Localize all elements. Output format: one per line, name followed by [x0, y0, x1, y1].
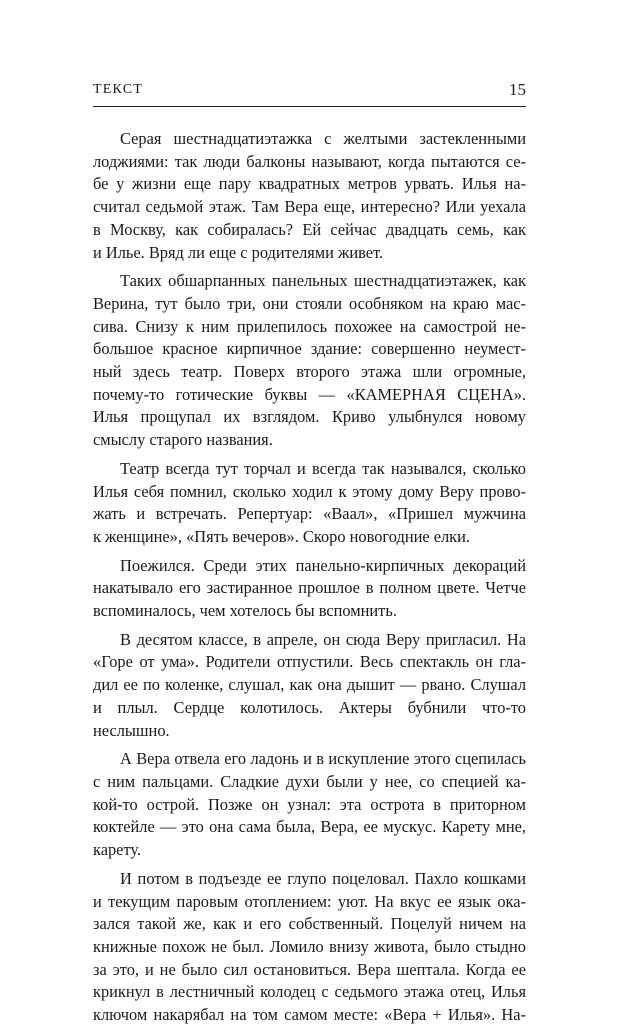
text-line: «Горе от ума». Родители отпустили. Весь спектакль он гла- — [93, 652, 526, 672]
text-line: лоджиями: так люди балконы называют, когда пытаются се- — [93, 151, 526, 171]
text-line: смыслу старого названия. — [93, 430, 273, 450]
text-line: Серая шестнадцатиэтажка с желтыми застекленными — [120, 129, 526, 148]
text-line: А Вера отвела его ладонь и в искупление этого сцепилась — [120, 749, 526, 769]
body-text — [93, 128, 526, 1033]
text-line: кой-то острой. Позже он узнал: эта острота в приторном — [93, 794, 526, 814]
text-line: считал седьмой этаж. Там Вера еще, интересно? Или уехала — [93, 197, 526, 217]
text-line: почему-то готические буквы — «КАМЕРНАЯ СЦЕНА». — [93, 384, 526, 404]
text-line: ключом накарябал на том самом месте: «Вера + Илья». На- — [93, 1005, 526, 1025]
text-line: зался такой же, как и его собственный. Поцелуй ничем на — [93, 914, 526, 934]
text-line: бе у жизни еще пару квадратных метров урвать. Илья на- — [93, 174, 526, 194]
text-line: Верина, тут было три, они стояли особняком на краю мас- — [93, 293, 526, 313]
text-line: с ним пальцами. Сладкие духи были у нее, со специей ка- — [93, 771, 526, 791]
text-line: Поежился. Среди этих панельно-кирпичных декораций — [120, 555, 526, 575]
text-line: и плыл. Сердце колотилось. Актеры бубнили что-то — [93, 697, 526, 717]
paragraph — [93, 629, 526, 743]
running-title: ТЕКСТ — [93, 82, 143, 97]
text-line: сива. Снизу к ним прилепилось похожее на самострой не- — [93, 316, 526, 336]
text-line: и Илье. Вряд ли еще с родителями живет. — [93, 242, 384, 262]
text-line: дил ее по коленке, слушал, как она дышит — рвано. Слушал — [93, 675, 526, 695]
text-line: Илья себя помнил, сколько ходил к этому дому Веру прово- — [93, 481, 526, 501]
paragraph — [93, 555, 526, 623]
text-line: Театр всегда тут торчал и всегда так назывался, сколько — [120, 458, 526, 478]
text-line: вспоминалось, чем хотелось бы вспомнить. — [93, 601, 397, 621]
text-line: Илья прощупал их взглядом. Криво улыбнулся новому — [93, 407, 526, 427]
text-line: И потом в подъезде ее глупо поцеловал. Пахло кошками — [120, 868, 526, 888]
text-line: В десятом классе, в апреле, он сюда Веру пригласил. На — [120, 629, 526, 649]
text-line: коктейле — это она сама была, Вера, ее мускус. Карету мне, — [93, 817, 526, 837]
paragraph — [93, 748, 526, 862]
paragraph — [93, 868, 526, 1027]
paragraph — [93, 270, 526, 452]
text-line: и текущим паровым отоплением: уют. На вкус ее язык ока- — [93, 891, 526, 911]
text-line: книжные похож не был. Ломило внизу живота, было стыдно — [93, 936, 526, 956]
text-line: в Москву, как собиралась? Ей сейчас двадцать семь, как — [93, 219, 526, 239]
text-line: неслышно. — [93, 720, 170, 740]
paragraph — [93, 128, 526, 264]
text-line: к женщине», «Пять вечеров». Скоро новогодние елки. — [93, 526, 471, 546]
paragraph — [93, 458, 526, 549]
text-line: крикнул в лестничный колодец с седьмого этажа отец, Илья — [93, 982, 526, 1002]
text-line: за это, и не было сил остановиться. Вера шептала. Когда ее — [93, 959, 526, 979]
text-line: Таких обшарпанных панельных шестнадцатиэтажек, как — [120, 271, 526, 291]
text-line: жать и встречать. Репертуар: «Ваал», «Пришел мужчина — [93, 504, 526, 524]
text-line: карету. — [93, 840, 142, 860]
running-header — [93, 80, 526, 107]
page-number: 15 — [509, 80, 526, 99]
text-line: большое красное кирпичное здание: совершенно неумест- — [93, 339, 526, 359]
text-line: ный здесь театр. Поверх второго этажа шли огромные, — [93, 362, 526, 382]
text-line: накатывало его застиранное прошлое в полном цвете. Четче — [93, 578, 526, 598]
